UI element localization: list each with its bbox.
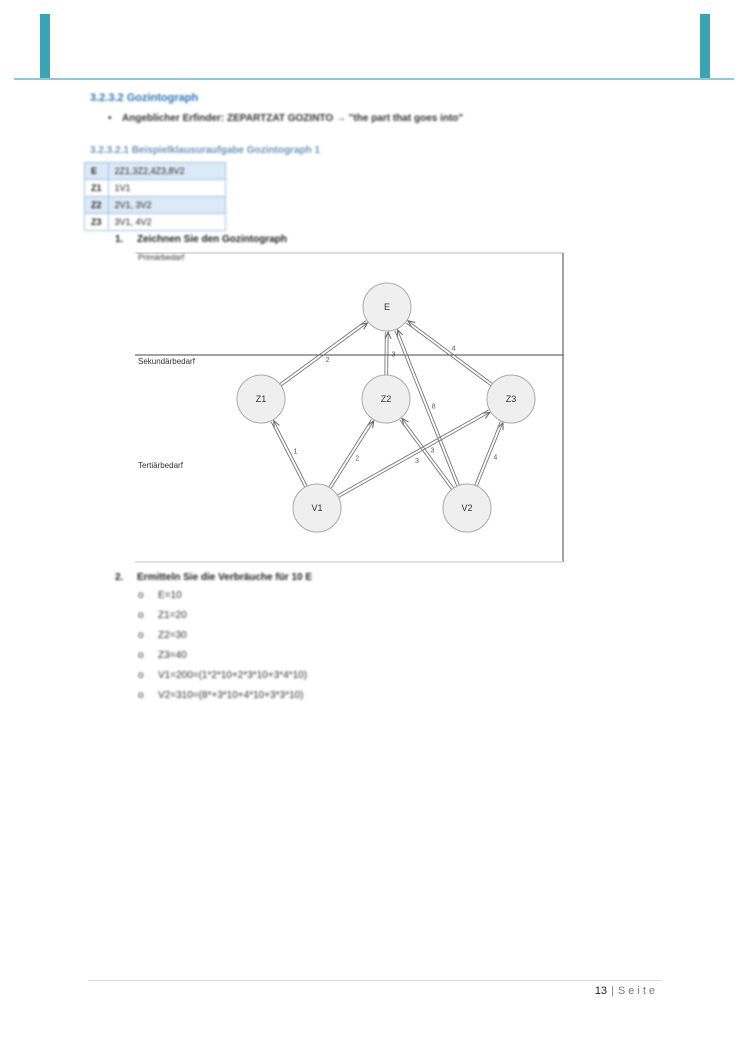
task-1-number: 1. (115, 234, 124, 245)
demand-table (84, 162, 226, 231)
result-text: V2=310=(8*+3*10+4*10+3*3*10) (158, 690, 304, 701)
task-2-results (138, 590, 308, 710)
node-label-z3: Z3 (505, 394, 517, 404)
result-text: V1=200=(1*2*10+2*3*10+3*4*10) (158, 670, 308, 681)
edge-v1-z2 (329, 419, 372, 487)
node-label-z1: Z1 (255, 394, 267, 404)
task-2 (115, 572, 313, 583)
table-value: 2Z1,3Z2,4Z3,8V2 (108, 163, 225, 180)
edge-v2-z3 (475, 422, 501, 486)
edge-v1-z3 (337, 410, 488, 495)
page-number: 13 (594, 985, 608, 997)
footer-separator: | (611, 985, 614, 997)
bullet-item (108, 113, 464, 124)
level-primary-label: Primärbedarf (138, 253, 185, 262)
list-item: o Z1=20 (138, 610, 187, 621)
table-row (85, 197, 226, 214)
node-label-v2: V2 (461, 503, 473, 513)
edge-z3-e (408, 321, 493, 384)
result-text: Z3=40 (158, 650, 187, 661)
table-row (85, 180, 226, 197)
table-key: Z1 (85, 180, 109, 197)
bullet-text: Angeblicher Erfinder: ZEPARTZAT GOZINTO → "the part that goes into" (122, 113, 464, 124)
table-value: 2V1, 3V2 (108, 197, 225, 214)
edge-v2-z3 (477, 423, 503, 487)
edge-weight-label: 3 (430, 447, 435, 455)
node-label-v1: V1 (311, 503, 323, 513)
nodes-layer (237, 283, 535, 532)
list-item: o Z2=30 (138, 630, 187, 641)
table-key: Z2 (85, 197, 109, 214)
list-item: o V1=200=(1*2*10+2*3*10+3*4*10) (138, 670, 308, 681)
table-value: 1V1 (108, 180, 225, 197)
footer-rule (88, 980, 662, 981)
result-text: E=10 (158, 590, 182, 601)
gozintograph-diagram (135, 250, 567, 568)
level-tertiary-label: Tertiärbedarf (138, 461, 183, 470)
task-1-text: Zeichnen Sie den Gozintograph (137, 234, 288, 245)
section-heading: 3.2.3.2 Gozintograph (90, 92, 199, 104)
edge-weight-label: 4 (451, 345, 456, 353)
page-label: Seite (617, 985, 658, 997)
subsection-heading: 3.2.3.2.1 Beispielklausuraufgabe Gozintograph 1 (90, 145, 321, 156)
edge-weight-label: 1 (293, 448, 298, 456)
edge-weight-label: 8 (431, 403, 436, 411)
edge-weight-label: 3 (415, 457, 419, 465)
result-text: Z1=20 (158, 610, 187, 621)
task-2-number: 2. (115, 572, 124, 583)
edge-weight-label: 3 (391, 351, 396, 359)
task-1 (115, 234, 288, 245)
node-label-e: E (383, 302, 391, 312)
edge-v2-z2 (402, 418, 454, 488)
edge-weight-label: 2 (355, 455, 360, 463)
table-key: E (85, 163, 109, 180)
edge-v1-z1 (271, 422, 305, 487)
edge-v1-z1 (274, 421, 308, 486)
edge-v2-z2 (400, 420, 452, 490)
level-secondary-label: Sekundärbedarf (138, 357, 195, 366)
table-value: 3V1, 4V2 (108, 214, 225, 231)
node-label-z2: Z2 (380, 394, 392, 404)
list-item: o E=10 (138, 590, 182, 601)
table-row (85, 163, 226, 180)
edge-z1-e (280, 321, 366, 384)
list-item: o V2=310=(8*+3*10+4*10+3*3*10) (138, 690, 304, 701)
page-footer (595, 985, 658, 997)
edge-weight-label: 4 (493, 454, 498, 462)
header-accent-right (700, 14, 710, 80)
edge-z3-e (406, 323, 491, 386)
result-text: Z2=30 (158, 630, 187, 641)
header-accent-left (40, 14, 50, 80)
header-rule (14, 78, 734, 80)
task-2-text: Ermitteln Sie die Verbräuche für 10 E (137, 572, 313, 583)
edge-weight-label: 2 (325, 356, 330, 364)
list-item: o Z3=40 (138, 650, 187, 661)
table-key: Z3 (85, 214, 109, 231)
edge-z1-e (281, 323, 367, 386)
table-row (85, 214, 226, 231)
bullet-dot: • (108, 113, 112, 124)
